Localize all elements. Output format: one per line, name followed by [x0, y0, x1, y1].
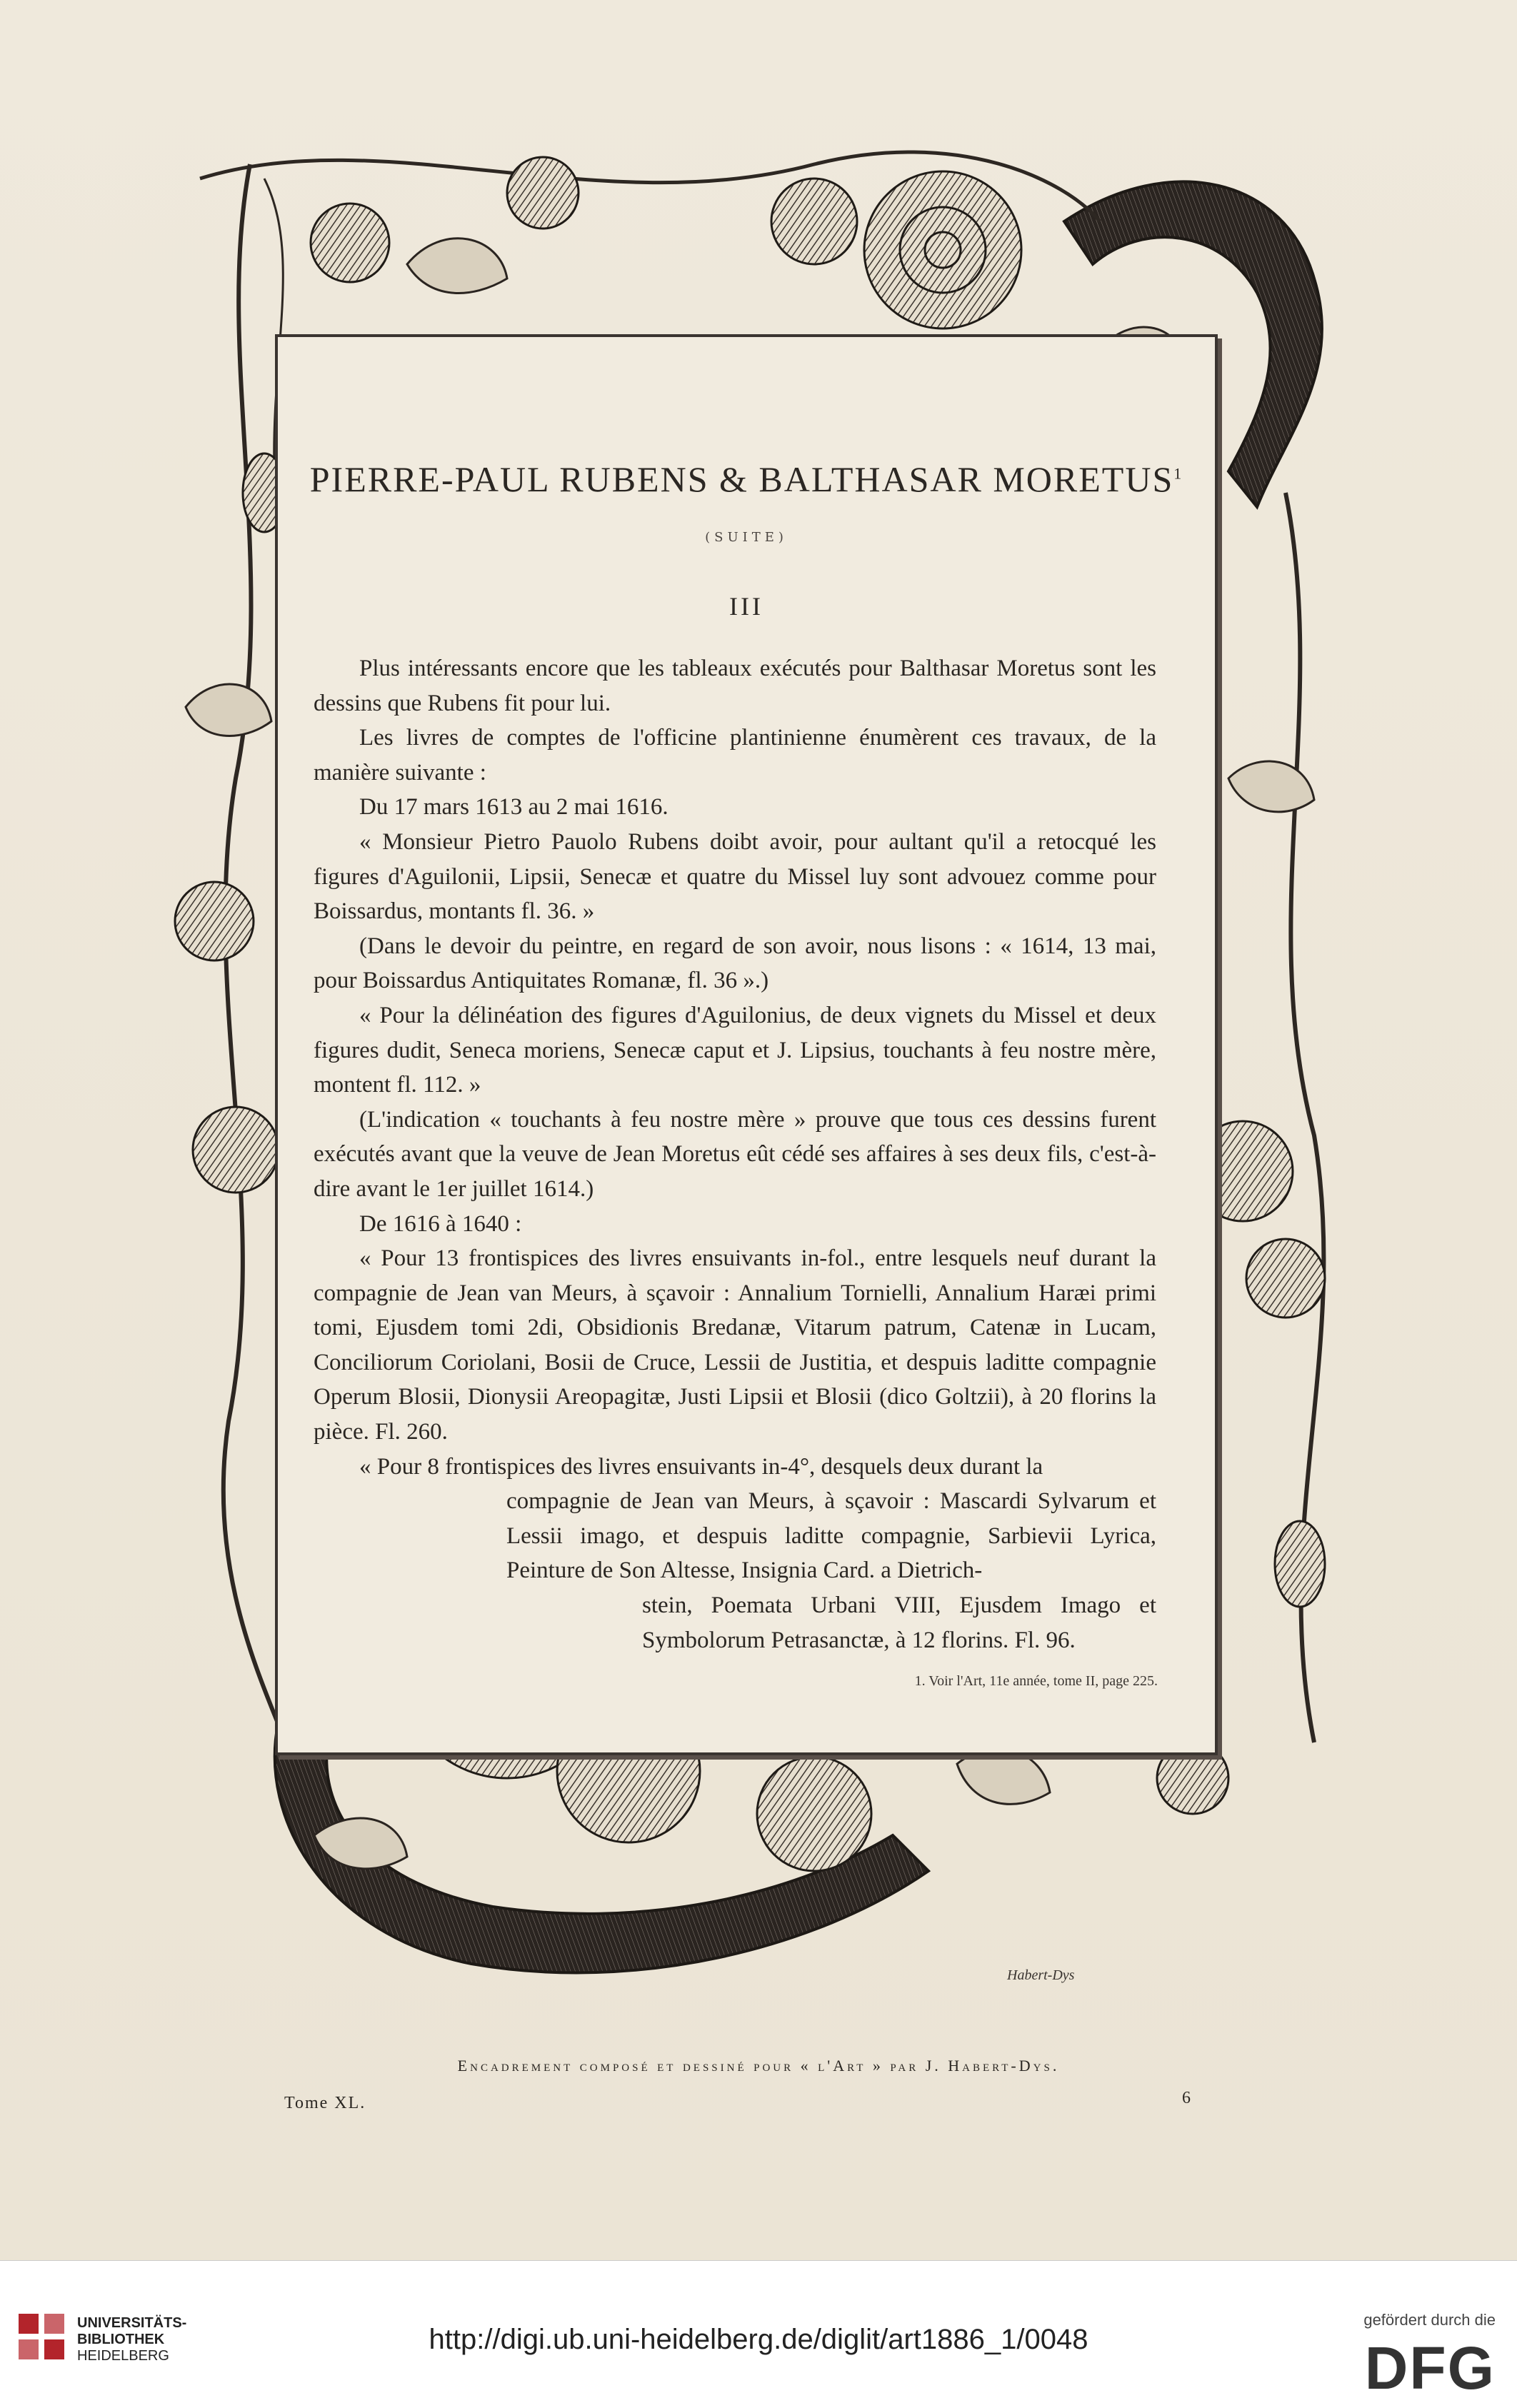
article-subtitle: (SUITE)	[705, 530, 788, 545]
article-body	[314, 651, 1156, 1657]
sponsor-text: gefördert durch die	[1363, 2311, 1496, 2329]
paragraph: Plus intéressants encore que les tableaux exécutés pour Balthasar Moretus sont les dessins que Rubens fit pour lui.	[314, 656, 1156, 716]
library-name-line: HEIDELBERG	[77, 2348, 169, 2364]
library-name-line: BIBLIOTHEK	[77, 2332, 165, 2347]
page-number: 6	[1182, 2089, 1191, 2107]
paragraph: De 1616 à 1640 :	[359, 1210, 522, 1237]
article-title	[278, 458, 1215, 500]
library-name-line: UNIVERSITÄTS-	[77, 2315, 187, 2331]
paragraph: « Pour 13 frontispices des livres ensuivants in-fol., entre lesquels neuf durant la compagnie de Jean van Meurs, à sçavoir : Annalium Tornielli, Annalium Haræi primi tomi, Ejusdem tomi 2di, Obsidionis Bredanæ, Vitarum patrum, Catenæ in Lucam, Conciliorum Coriolani, Bosii de Cruce, Lessii de Justitia, et despuis laditte compagnie Operum Blosii, Dionysii Areopagitæ, Justi Lipsii et Blosii (dico Goltzii), à 20 florins la pièce. Fl. 260.	[314, 1245, 1156, 1445]
paragraph: « Pour 8 frontispices des livres ensuivants in-4°, desquels deux durant la	[359, 1453, 1043, 1480]
dfg-logo[interactable]: DFG	[1364, 2334, 1496, 2402]
article-title-text: PIERRE-PAUL RUBENS & BALTHASAR MORETUS	[309, 459, 1174, 499]
title-footnote-mark: 1	[1173, 464, 1183, 483]
viewer-footer	[0, 2260, 1517, 2408]
section-number: III	[729, 592, 763, 621]
permalink-url[interactable]: http://digi.ub.uni-heidelberg.de/diglit/art1886_1/0048	[429, 2324, 1088, 2355]
artist-signature: Habert-Dys	[1007, 1967, 1075, 1983]
article-text-panel	[275, 334, 1218, 1755]
tome-label: Tome XL.	[284, 2094, 366, 2112]
paragraph: Du 17 mars 1613 au 2 mai 1616.	[359, 794, 669, 821]
paragraph: (Dans le devoir du peintre, en regard de son avoir, nous lisons : « 1614, 13 mai, pour Boissardus Antiquitates Romanæ, fl. 36 ».)	[314, 933, 1156, 994]
paragraph: « Monsieur Pietro Pauolo Rubens doibt avoir, pour aultant qu'il a retocqué les figures d'Aguilonii, Lipsii, Senecæ et quatre du Missel luy sont advouez comme pour Boissardus, montants fl. 36. »	[314, 828, 1156, 925]
footnote: 1. Voir l'Art, 11e année, tome II, page 225.	[914, 1673, 1158, 1689]
paragraph-narrow: compagnie de Jean van Meurs, à sçavoir : Mascardi Sylvarum et Lessii imago, et despuis laditte compagnie, Sarbievii Lyrica, Peinture de Son Altesse, Insignia Card. a Dietrich-	[506, 1488, 1156, 1584]
paragraph: Les livres de comptes de l'officine plantinienne énumèrent ces travaux, de la manière suivante :	[314, 725, 1156, 786]
paragraph: (L'indication « touchants à feu nostre mère » prouve que tous ces dessins furent exécutés avant que la veuve de Jean Moretus eût cédé ses affaires à ses deux fils, c'est-à-dire avant le 1er juillet 1614.)	[314, 1106, 1156, 1202]
paragraph-narrow: stein, Poemata Urbani VIII, Ejusdem Imago et Symbolorum Petrasanctæ, à 12 florins. Fl. 96.	[642, 1592, 1156, 1653]
plate-caption: Encadrement composé et dessiné pour « l'Art » par J. Habert-Dys.	[457, 2057, 1060, 2075]
paragraph: « Pour la délinéation des figures d'Aguilonius, de deux vignets du Missel et deux figures dudit, Seneca moriens, Senecæ caput et J. Lipsius, touchants à feu nostre mère, montent fl. 112. »	[314, 1002, 1156, 1098]
